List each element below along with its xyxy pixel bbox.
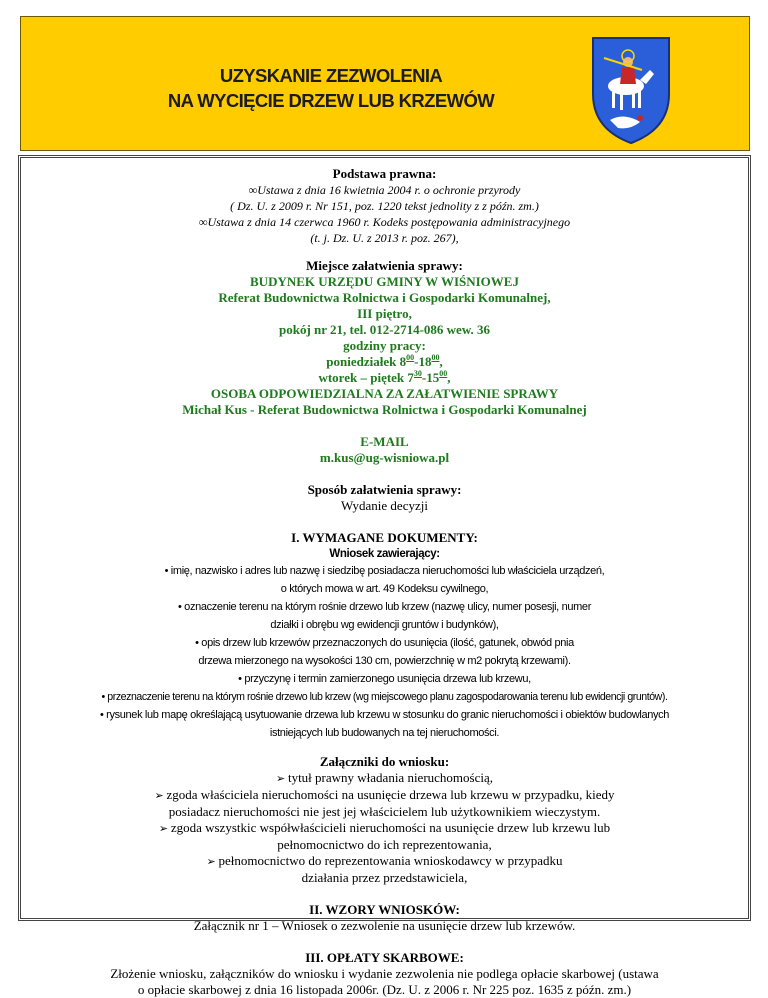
bullet-icon: ∞: [248, 183, 258, 197]
hours-label: godziny pracy:: [343, 338, 426, 353]
legal-basis-ref: (t. j. Dz. U. z 2013 r. poz. 267),: [310, 231, 459, 245]
attachment-item-cont: działania przez przedstawiciela,: [301, 870, 468, 885]
fees-line: Złożenie wniosku, załączników do wniosku i wydanie zezwolenia nie podlega opłacie skarbowej (ustawa: [110, 966, 659, 981]
document-line: • opis drzew lub krzewów przeznaczonych do usunięcia (ilość, gatunek, obwód pnia: [195, 637, 574, 649]
legal-basis-ref: ( Dz. U. z 2009 r. Nr 151, poz. 1220 tekst jednolity z z późn. zm.): [230, 199, 539, 213]
forms-value: Załącznik nr 1 – Wniosek o zezwolenie na usunięcie drzew lub krzewów.: [193, 918, 576, 933]
fees-line: o opłacie skarbowej z dnia 16 listopada 2006r. (Dz. U. z 2006 r. Nr 225 poz. 1635 z późn. zm.): [137, 982, 632, 997]
bullet-icon: ∞: [198, 215, 208, 229]
document-line: • oznaczenie terenu na którym rośnie drzewo lub krzew (nazwę ulicy, numer posesji, numer: [177, 601, 592, 613]
document-line: drzewa mierzonego na wysokości 130 cm, powierzchnię w m2 pokrytą krzewami).: [198, 655, 571, 667]
arrow-bullet-icon: ➢: [158, 823, 171, 835]
forms-heading: II. WZORY WNIOSKÓW:: [309, 902, 460, 917]
arrow-bullet-icon: ➢: [154, 790, 167, 802]
document-line: • rysunek lub mapę określającą usytuowanie drzewa lub krzewu w stosunku do granic nieruchomości i obiektów budowlanych: [99, 709, 670, 721]
document-line: działki i obrębu wg ewidencji gruntów i budynków),: [270, 619, 499, 631]
legal-basis-item: ∞Ustawa z dnia 14 czerwca 1960 r. Kodeks postępowania administracyjnego: [198, 215, 571, 229]
document-line: • przeznaczenie terenu na którym rośnie drzewo lub krzew (wg miejscowego planu zagospodarowania terenu lub ewidencji gruntów).: [101, 691, 668, 703]
title-line-2: NA WYCIĘCIE DRZEW LUB KRZEWÓW: [167, 90, 495, 111]
room-phone: pokój nr 21, tel. 012-2714-086 wew. 36: [278, 322, 490, 337]
info-panel: [18, 155, 751, 997]
responsible-person: Michał Kus - Referat Budownictwa Rolnictwa i Gospodarki Komunalnej: [182, 402, 587, 417]
attachment-item-cont: pełnomocnictwo do ich reprezentowania,: [277, 837, 492, 852]
document-line: istniejących lub budowanych na tej nieruchomości.: [269, 727, 500, 739]
email-label: E-MAIL: [360, 434, 409, 449]
arrow-bullet-icon: ➢: [275, 773, 288, 785]
title-line-1: UZYSKANIE ZEZWOLENIA: [219, 65, 443, 86]
email-link[interactable]: m.kus@ug-wisniowa.pl: [319, 450, 450, 465]
attachment-item: ➢ zgoda właściciela nieruchomości na usunięcie drzewa lub krzewu w przypadku, kiedy: [154, 787, 615, 802]
floor: III piętro,: [357, 306, 412, 321]
attachment-item: ➢ zgoda wszystkic współwłaścicieli nieruchomości na usunięcie drzew lub krzewu lub: [158, 820, 611, 835]
legal-basis-item: ∞Ustawa z dnia 16 kwietnia 2004 r. o ochronie przyrody: [248, 183, 521, 197]
building-name: BUDYNEK URZĘDU GMINY W WIŚNIOWEJ: [250, 274, 519, 289]
page-title: [101, 63, 561, 113]
method-heading: Sposób załatwienia sprawy:: [307, 482, 462, 497]
department-name: Referat Budownictwa Rolnictwa i Gospodarki Komunalnej,: [218, 290, 551, 305]
hours-week: wtorek – piętek $7^{30}-15^{00}$,: [318, 369, 451, 385]
documents-heading: I. WYMAGANE DOKUMENTY:: [291, 530, 478, 545]
arrow-bullet-icon: ➢: [206, 856, 219, 868]
legal-basis-heading: Podstawa prawna:: [332, 166, 437, 181]
location-heading: Miejsce załatwienia sprawy:: [306, 258, 463, 273]
document-line: o których mowa w art. 49 Kodeksu cywilnego,: [280, 583, 489, 595]
attachments-heading: Załączniki do wniosku:: [319, 754, 450, 769]
responsible-heading: OSOBA ODPOWIEDZIALNA ZA ZAŁATWIENIE SPRAWY: [210, 386, 559, 401]
fees-heading: III. OPŁATY SKARBOWE:: [305, 950, 464, 965]
hours-monday: poniedziałek $8^{00}-18^{00}$,: [326, 353, 443, 369]
method-value: Wydanie decyzji: [341, 498, 428, 513]
document-line: • imię, nazwisko i adres lub nazwę i siedzibę posiadacza nieruchomości lub właściciela urządzeń,: [164, 565, 605, 577]
attachment-item: ➢ tytuł prawny władania nieruchomością,: [275, 770, 494, 785]
attachment-item: ➢ pełnomocnictwo do reprezentowania wnioskodawcy w przypadku: [206, 853, 563, 868]
documents-subheading: Wniosek zawierający:: [329, 548, 440, 560]
document-line: • przyczynę i termin zamierzonego usunięcia drzewa lub krzewu,: [238, 673, 531, 685]
coat-of-arms-icon: [590, 34, 672, 146]
attachment-item-cont: posiadacz nieruchomości nie jest jej właścicielem lub użytkownikiem wieczystym.: [168, 804, 601, 819]
